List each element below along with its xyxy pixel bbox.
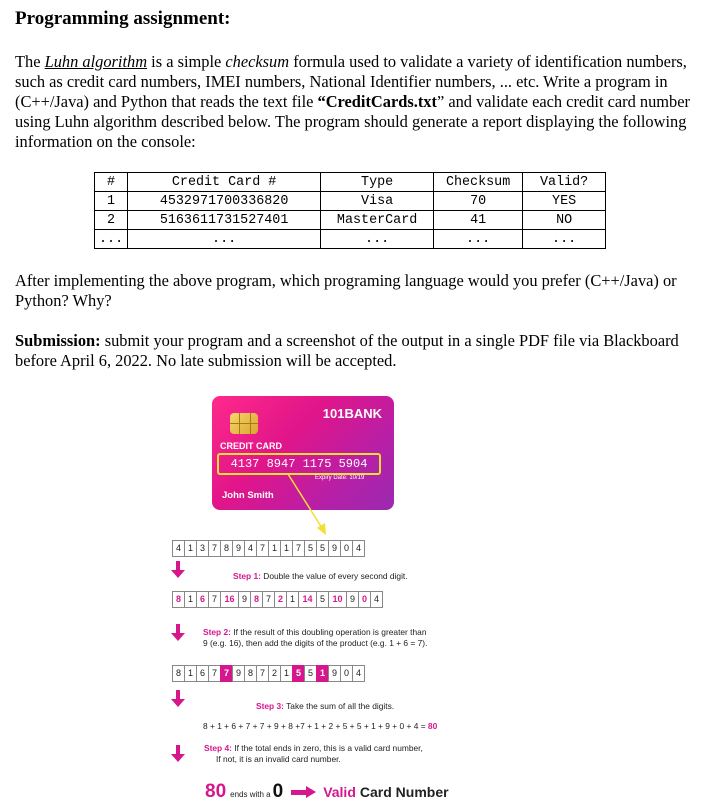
cell-checksum: 70 (434, 192, 523, 211)
final-result (205, 781, 449, 807)
header-type: Type (321, 173, 434, 192)
cell-type: MasterCard (321, 211, 434, 230)
digit-cell: 7 (256, 665, 269, 682)
digit-cell: 4 (244, 540, 257, 557)
cell-valid: NO (523, 211, 606, 230)
submission-text: submit your program and a screenshot of the output in a single PDF file via Blackboard before April 6, 2022. No late submission will be accepted. (15, 331, 679, 370)
digit-cell: 7 (262, 591, 275, 608)
digit-cell: 1 (280, 540, 293, 557)
card-expiry: Expiry Date: 10/19 (315, 475, 365, 481)
card-type: CREDIT CARD (220, 441, 282, 451)
digit-cell: 16 (220, 591, 239, 608)
digit-cell: 9 (232, 665, 245, 682)
digit-cell: 1 (280, 665, 293, 682)
digit-cell: 1 (184, 591, 197, 608)
digit-cell: 9 (232, 540, 245, 557)
digit-cell: 8 (172, 591, 185, 608)
digit-cell: 4 (352, 665, 365, 682)
digit-cell: 6 (196, 591, 209, 608)
digit-cell: 7 (208, 591, 221, 608)
step3-text: Step 3: Take the sum of all the digits. (256, 701, 395, 711)
digit-cell: 7 (256, 540, 269, 557)
intro-text: is a simple (147, 52, 226, 71)
cell-type: Visa (321, 192, 434, 211)
digit-cell: 9 (238, 591, 251, 608)
bank-name: 101BANK (322, 406, 382, 421)
intro-text: The (15, 52, 45, 71)
digit-cell: 10 (328, 591, 347, 608)
digit-cell: 14 (298, 591, 317, 608)
card-holder: John Smith (222, 490, 274, 501)
digit-cell: 0 (340, 540, 353, 557)
digit-cell: 8 (244, 665, 257, 682)
cell-checksum: 41 (434, 211, 523, 230)
step2-text: Step 2: If the result of this doubling operation is greater than 9 (e.g. 16), then add the digits of the product (e.g. 1 + 6 = 7). (203, 627, 428, 648)
digits-row-doubled (173, 591, 383, 608)
header-index: # (95, 173, 128, 192)
digit-cell: 5 (316, 540, 329, 557)
cell-card: 4532971700336820 (128, 192, 321, 211)
step1-text: Step 1: Double the value of every second digit. (233, 571, 408, 581)
question-paragraph: After implementing the above program, which programing language would you prefer (C++/Java) or Python? Why? (15, 271, 677, 310)
header-card: Credit Card # (128, 173, 321, 192)
digit-cell: 8 (250, 591, 263, 608)
digit-cell: 2 (274, 591, 287, 608)
assignment-heading: Programming assignment: (15, 8, 231, 29)
intro-text: ” and validate each credit card number using Luhn algorithm described below. The program should generate a report displaying the following information on the console: (15, 92, 690, 151)
digit-cell: 8 (172, 665, 185, 682)
cell-type: ... (321, 230, 434, 249)
final-valid: Valid (323, 784, 356, 800)
header-checksum: Checksum (434, 173, 523, 192)
digit-cell: 4 (370, 591, 383, 608)
digit-cell: 0 (340, 665, 353, 682)
intro-text: formula used to validate a variety of identification numbers, such as credit card numbers, IMEI numbers, National Identifier numbers, ... etc. Write a program in (C++/Java) and Python that reads the text file (15, 52, 687, 111)
cell-valid: YES (523, 192, 606, 211)
digit-cell: 9 (328, 665, 341, 682)
digit-cell: 9 (346, 591, 359, 608)
digit-cell: 7 (208, 665, 221, 682)
digit-cell: 0 (358, 591, 371, 608)
final-ends-with: ends with a (230, 790, 271, 799)
digit-cell: 1 (268, 540, 281, 557)
digit-cell: 1 (184, 665, 197, 682)
card-number: 4137 8947 1175 5904 (217, 453, 381, 475)
cell-card: 5163611731527401 (128, 211, 321, 230)
digit-cell: 1 (184, 540, 197, 557)
step4-text: Step 4: If the total ends in zero, this is a valid card number, If not, it is an invalid card number. (204, 743, 423, 764)
digits-row-reduced (173, 665, 365, 682)
digit-cell: 7 (220, 665, 233, 682)
digit-cell: 6 (196, 665, 209, 682)
digits-row-original (173, 540, 365, 557)
header-valid: Valid? (523, 173, 606, 192)
digit-cell: 1 (286, 591, 299, 608)
digit-cell: 5 (292, 665, 305, 682)
file-name: “CreditCards.txt (317, 92, 437, 111)
luhn-link[interactable]: Luhn algorithm (44, 52, 148, 71)
cell-index: 2 (95, 211, 128, 230)
checksum-term: checksum (225, 52, 290, 71)
cell-valid: ... (523, 230, 606, 249)
digit-cell: 5 (316, 591, 329, 608)
final-zero: 0 (272, 781, 284, 802)
final-total: 80 (205, 781, 227, 802)
cell-card: ... (128, 230, 321, 249)
digit-cell: 3 (196, 540, 209, 557)
digit-cell: 7 (208, 540, 221, 557)
digit-cell: 5 (304, 665, 317, 682)
submission-label: Submission: (15, 331, 101, 350)
right-arrow-icon (291, 787, 317, 797)
digit-cell: 8 (220, 540, 233, 557)
digit-cell: 4 (172, 540, 185, 557)
final-card-number: Card Number (359, 784, 449, 800)
digit-cell: 7 (292, 540, 305, 557)
digit-cell: 5 (304, 540, 317, 557)
digit-sum: 8 + 1 + 6 + 7 + 7 + 9 + 8 +7 + 1 + 2 + 5 + 5 + 1 + 9 + 0 + 4 = 80 (203, 721, 438, 731)
digit-cell: 2 (268, 665, 281, 682)
digit-cell: 4 (352, 540, 365, 557)
cell-index: 1 (95, 192, 128, 211)
digit-cell: 1 (316, 665, 329, 682)
cell-checksum: ... (434, 230, 523, 249)
digit-cell: 9 (328, 540, 341, 557)
cell-index: ... (95, 230, 128, 249)
